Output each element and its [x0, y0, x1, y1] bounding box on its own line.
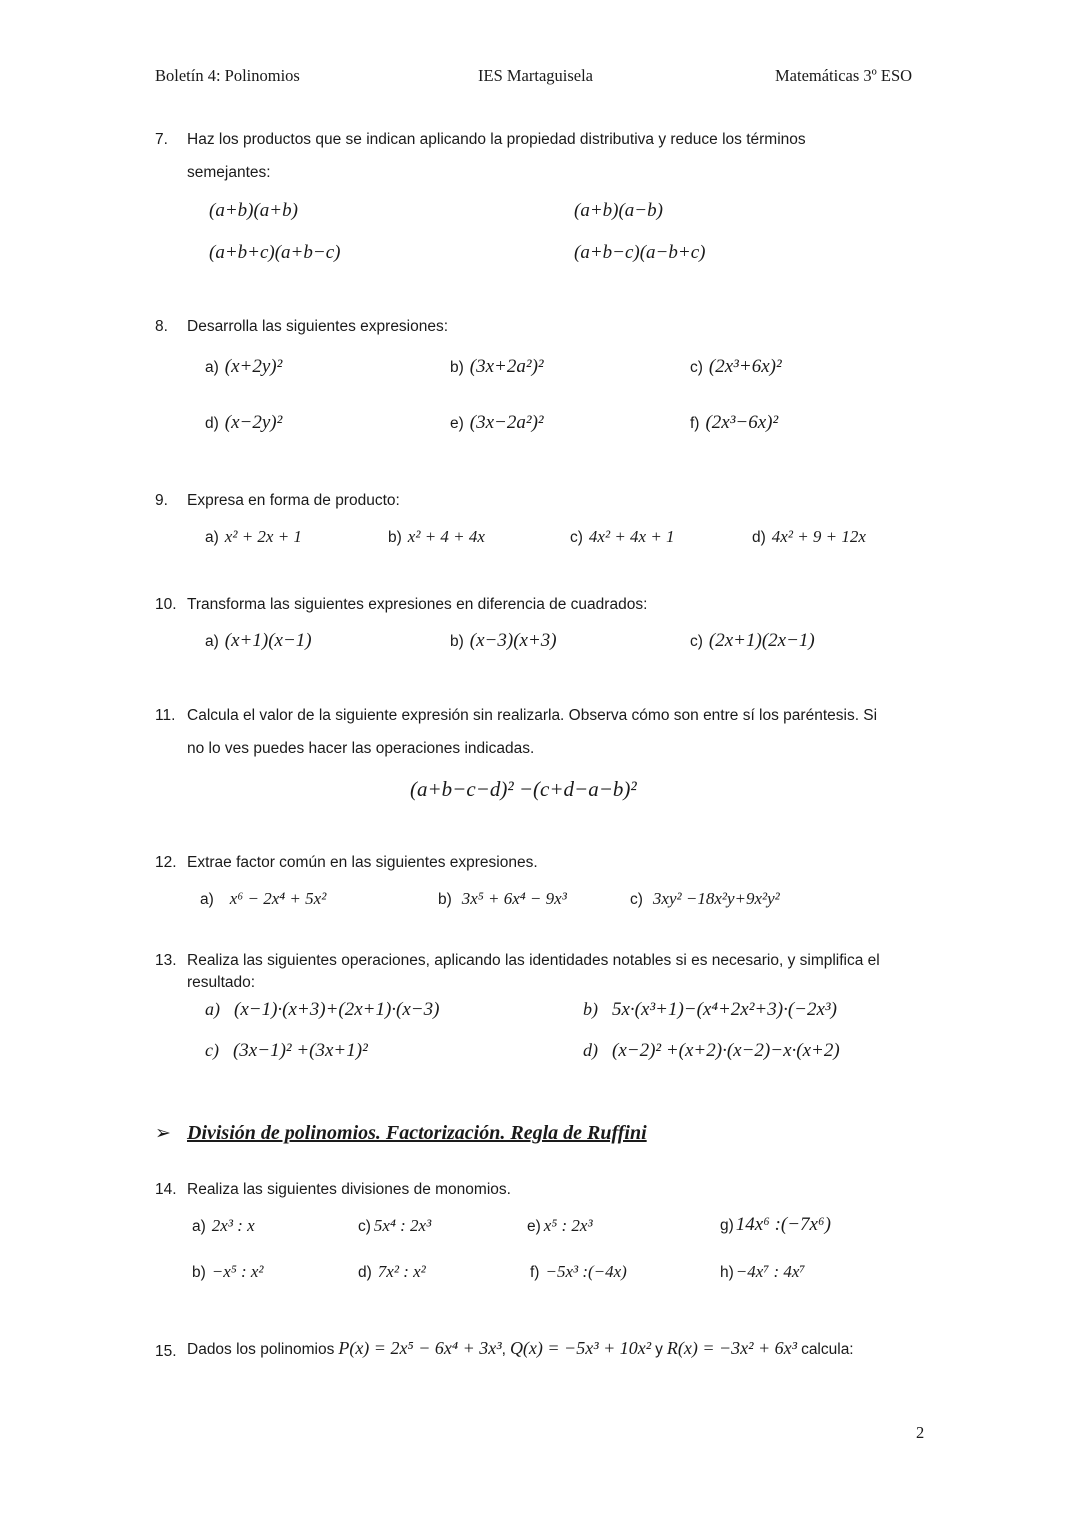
ex14-label-h: h): [720, 1264, 734, 1281]
ex8-number: 8.: [155, 318, 168, 335]
ex9-item-d: [752, 527, 866, 547]
ex15-Q: Q(x) = −5x³ + 10x²: [509, 1338, 652, 1358]
ex14-expr-c: 5x⁴ : 2x³: [373, 1216, 432, 1235]
ex14-label-e: e): [527, 1218, 541, 1235]
ex11-number: 11.: [155, 707, 176, 724]
ex13-item-a: [205, 999, 439, 1021]
ex13-label-c: c): [205, 1040, 219, 1060]
ex14-label-b: b): [192, 1264, 206, 1281]
header-right: Matemáticas 3º ESO: [775, 66, 913, 85]
ex13-item-b: [583, 999, 837, 1021]
ex9-item-c: [570, 527, 675, 547]
ex7-number: 7.: [155, 131, 168, 148]
ex12-expr-c: 3xy² −18x²y+9x²y²: [652, 889, 780, 908]
ex14-item-b: [192, 1262, 264, 1282]
ex14-item-d: [358, 1262, 426, 1282]
ex13-expr-d: (x−2)² +(x+2)·(x−2)−x·(x+2): [612, 1040, 840, 1061]
ex8-expr-b: (3x+2a²)²: [469, 356, 544, 377]
ex8-label-a: a): [205, 359, 219, 376]
ex12-expr-b: 3x⁵ + 6x⁴ − 9x³: [461, 889, 567, 908]
ex13-label-b: b): [583, 999, 598, 1019]
ex13-expr-b: 5x·(x³+1)−(x⁴+2x²+3)·(−2x³): [612, 999, 837, 1020]
ex15-y: y: [655, 1341, 663, 1358]
ex13-item-d: [583, 1040, 840, 1062]
ex8-item-e: [450, 412, 544, 434]
ex8-label-f: f): [690, 415, 700, 432]
ex10-label-c: c): [690, 633, 703, 650]
ex7-item-4: (a+b−c)(a−b+c): [574, 242, 706, 263]
ex12-label-c: c): [630, 891, 643, 908]
page-number: 2: [916, 1423, 925, 1442]
ex14-label-c: c): [358, 1218, 371, 1235]
ex13-label-a: a): [205, 999, 220, 1019]
ex12-text: Extrae factor común en las siguientes expresiones.: [187, 854, 538, 871]
ex8-label-b: b): [450, 359, 464, 376]
ex14-expr-b: −x⁵ : x²: [211, 1262, 264, 1281]
ex11-formula: (a+b−c−d)² −(c+d−a−b)²: [410, 777, 637, 801]
ex13-number: 13.: [155, 952, 177, 969]
ex14-item-c: [358, 1216, 431, 1236]
ex14-label-g: g): [720, 1217, 734, 1234]
ex12-item-c: [630, 889, 780, 909]
ex9-number: 9.: [155, 492, 168, 509]
ex15-P: P(x) = 2x⁵ − 6x⁴ + 3x³: [338, 1338, 502, 1358]
ex7-item-1: (a+b)(a+b): [209, 200, 298, 221]
ex14-expr-d: 7x² : x²: [377, 1262, 426, 1281]
ex9-expr-c: 4x² + 4x + 1: [588, 527, 675, 546]
ex9-item-b: [388, 527, 485, 547]
ex14-text: Realiza las siguientes divisiones de monomios.: [187, 1181, 511, 1198]
ex14-label-a: a): [192, 1218, 206, 1235]
ex13-expr-a: (x−1)·(x+3)+(2x+1)·(x−3): [234, 999, 440, 1020]
ex10-expr-b: (x−3)(x+3): [469, 630, 557, 651]
ex12-label-a: a): [200, 891, 214, 908]
ex12-label-b: b): [438, 891, 452, 908]
ex9-label-c: c): [570, 529, 583, 546]
ex12-expr-a: x⁶ − 2x⁴ + 5x²: [229, 889, 327, 908]
ex15-line: [187, 1338, 854, 1359]
ex11-text-line1: Calcula el valor de la siguiente expresión sin realizarla. Observa cómo son entre sí los paréntesis. Si: [187, 707, 878, 724]
ex8-item-f: [690, 412, 778, 434]
ex14-label-d: d): [358, 1264, 372, 1281]
ex10-number: 10.: [155, 596, 177, 613]
ex14-item-f: [530, 1262, 627, 1282]
ex15-sep: ,: [501, 1341, 506, 1358]
ex14-item-a: [192, 1216, 255, 1236]
ex14-expr-f: −5x³ :(−4x): [545, 1262, 627, 1281]
ex10-expr-a: (x+1)(x−1): [224, 630, 312, 651]
ex9-expr-d: 4x² + 9 + 12x: [771, 527, 866, 546]
ex14-label-f: f): [530, 1264, 540, 1281]
ex7-text-line1: Haz los productos que se indican aplicando la propiedad distributiva y reduce los términos: [187, 131, 806, 148]
ex9-label-a: a): [205, 529, 219, 546]
ex13-label-d: d): [583, 1040, 598, 1060]
ex8-item-a: [205, 356, 282, 378]
ex10-text: Transforma las siguientes expresiones en diferencia de cuadrados:: [187, 596, 648, 613]
ex15-text-start: Dados los polinomios: [187, 1341, 335, 1358]
ex13-expr-c: (3x−1)² +(3x+1)²: [232, 1040, 368, 1061]
ex9-item-a: [205, 527, 302, 547]
ex14-item-h: [720, 1262, 805, 1282]
ex8-expr-e: (3x−2a²)²: [469, 412, 544, 433]
ex8-expr-f: (2x³−6x)²: [705, 412, 779, 433]
ex9-label-b: b): [388, 529, 402, 546]
section-arrow-icon: ➢: [155, 1122, 171, 1144]
ex10-item-b: [450, 630, 557, 652]
ex7-text-line2: semejantes:: [187, 164, 271, 181]
ex9-expr-a: x² + 2x + 1: [224, 527, 302, 546]
ex7-item-3: (a+b+c)(a+b−c): [209, 242, 341, 263]
ex15-text-end: calcula:: [801, 1341, 854, 1358]
ex9-label-d: d): [752, 529, 766, 546]
ex10-item-a: [205, 630, 312, 652]
ex14-expr-e: x⁵ : 2x³: [543, 1216, 593, 1235]
ex15-R: R(x) = −3x² + 6x³: [666, 1338, 798, 1358]
ex10-item-c: [690, 630, 815, 652]
ex8-text: Desarrolla las siguientes expresiones:: [187, 318, 449, 335]
ex9-text: Expresa en forma de producto:: [187, 492, 400, 509]
ex10-label-b: b): [450, 633, 464, 650]
ex13-text-line2: resultado:: [187, 974, 256, 991]
ex10-expr-c: (2x+1)(2x−1): [708, 630, 815, 651]
ex14-expr-a: 2x³ : x: [211, 1216, 255, 1235]
ex10-label-a: a): [205, 633, 219, 650]
ex14-item-e: [527, 1216, 593, 1236]
ex14-item-g: [720, 1214, 831, 1236]
ex14-expr-g: 14x⁶ :(−7x⁶): [735, 1214, 831, 1235]
ex8-expr-c: (2x³+6x)²: [708, 356, 782, 377]
section-title: División de polinomios. Factorización. Regla de Ruffini: [187, 1122, 647, 1144]
ex8-item-b: [450, 356, 544, 378]
ex8-item-d: [205, 412, 282, 434]
ex14-expr-h: −4x⁷ : 4x⁷: [735, 1262, 806, 1281]
ex12-number: 12.: [155, 854, 177, 871]
ex8-expr-d: (x−2y)²: [224, 412, 283, 433]
ex13-text-line1: Realiza las siguientes operaciones, aplicando las identidades notables si es necesario, y simplifica el: [187, 952, 880, 969]
ex8-label-d: d): [205, 415, 219, 432]
ex13-item-c: [205, 1040, 368, 1062]
ex14-number: 14.: [155, 1181, 177, 1198]
header-center: IES Martaguisela: [478, 66, 594, 85]
ex15-number: 15.: [155, 1343, 177, 1360]
ex8-label-c: c): [690, 359, 703, 376]
ex12-item-a: [200, 889, 326, 909]
ex9-expr-b: x² + 4 + 4x: [407, 527, 485, 546]
ex8-label-e: e): [450, 415, 464, 432]
ex12-item-b: [438, 889, 567, 909]
ex11-text-line2: no lo ves puedes hacer las operaciones indicadas.: [187, 740, 535, 757]
ex7-item-2: (a+b)(a−b): [574, 200, 663, 221]
header-left: Boletín 4: Polinomios: [155, 66, 300, 85]
ex8-item-c: [690, 356, 782, 378]
ex8-expr-a: (x+2y)²: [224, 356, 283, 377]
